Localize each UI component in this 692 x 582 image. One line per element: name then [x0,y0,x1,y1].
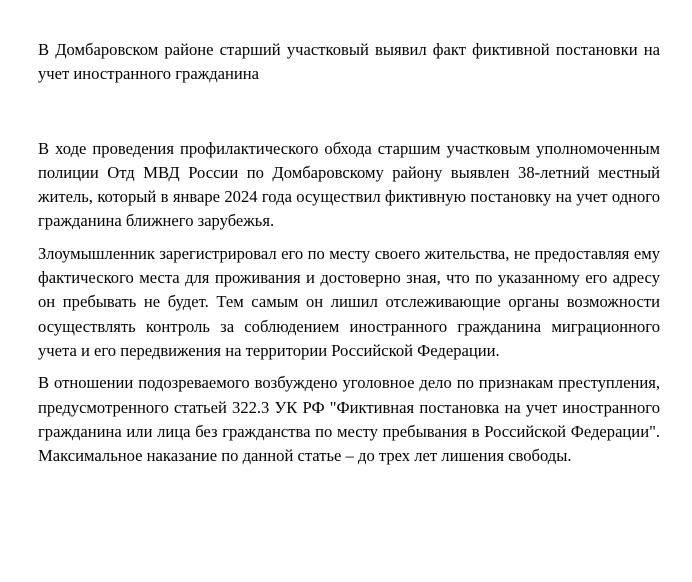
document-title: В Домбаровском районе старший участковый выявил факт фиктивной постановки на учет иностранного гражданина [38,40,660,84]
paragraph-1: В ходе проведения профилактического обхода старшим участковым уполномоченным полиции Отд МВД России по Домбаровскому району выявлен 38-летний местный житель, который в январе 2024 года осуществил фиктивную постановку на учет одного гражданина ближнего зарубежья. [38,138,660,231]
document-page [38,38,660,476]
paragraph-3: В отношении подозреваемого возбуждено уголовное дело по признакам преступления, предусмотренного статьей 322.3 УК РФ "Фиктивная постановка на учет иностранного гражданина или лица без гражданства по месту пребывания в Российской Федерации". Максимальное наказание по данной статье – до трех лет лишения свободы. [38,373,660,466]
paragraph-2: Злоумышленник зарегистрировал его по месту своего жительства, не предоставляя ему фактического места для проживания и достоверно зная, что по указанному его адресу он пребывать не будет. Тем самым он лишил отслеживающие органы возможности осуществлять контроль за соблюдением иностранного гражданина миграционного учета и его передвижения на территории Российской Федерации. [38,243,660,360]
